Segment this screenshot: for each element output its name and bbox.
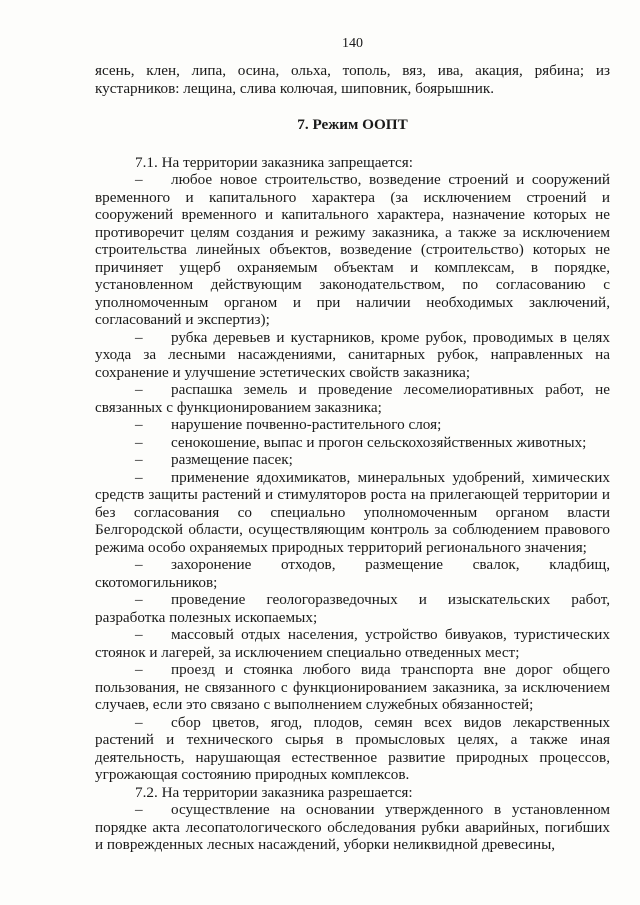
list-item bbox=[95, 329, 610, 382]
list-item-text: проезд и стоянка любого вида транспорта вне дорог общего пользования, не связанного с функционированием заказника, за исключением случаев, если это связано с выполнением служебных обязанностей; bbox=[95, 661, 610, 713]
list-item bbox=[95, 556, 610, 591]
list-item-text: применение ядохимикатов, минеральных удобрений, химических средств защиты растений и стимуляторов роста на прилегающей территории и без согласования со специально уполномоченным органом власти Белгородской области, осуществляющим контроль за соблюдением правового режима особо охраняемых природных территорий регионального значения; bbox=[95, 468, 610, 556]
clause-7-2-title: 7.2. На территории заказника разрешается: bbox=[135, 783, 413, 801]
list-item-text: осуществление на основании утвержденного в установленном порядке акта лесопатологического обследования рубки аварийных, погибших и поврежденных лесных насаждений, уборки неликвидной древесины, bbox=[95, 801, 610, 853]
list-item bbox=[95, 714, 610, 784]
list-item bbox=[95, 469, 610, 557]
dash-marker: – bbox=[135, 556, 143, 573]
list-item bbox=[95, 801, 610, 854]
list-item bbox=[95, 381, 610, 416]
dash-marker: – bbox=[135, 661, 143, 678]
intro-paragraph: ясень, клен, липа, осина, ольха, тополь, вяз, ива, акация, рябина; из кустарников: лещина, слива колючая, шиповник, боярышник. bbox=[95, 62, 610, 97]
dash-marker: – bbox=[135, 416, 143, 433]
dash-marker: – bbox=[135, 801, 143, 818]
page-number: 140 bbox=[342, 36, 363, 51]
list-item-text: любое новое строительство, возведение строений и сооружений временного и капитального характера (за исключением строений и сооружений временного и капитального характера, назначение которых не противоречит целям создания и режиму заказника, а также за исключением строительства линейных объектов, возведение (строительство) которых не причиняет ущерб охраняемым объектам и комплексам, в порядке, установленном действующим законодательством, по согласованию с уполномоченным органом и при наличии необходимых заключений, согласований и экспертиз); bbox=[95, 171, 610, 328]
clause-7-2-list bbox=[95, 801, 610, 854]
dash-marker: – bbox=[135, 381, 143, 398]
dash-marker: – bbox=[135, 451, 143, 468]
list-item bbox=[95, 626, 610, 661]
list-item-text: размещение пасек; bbox=[171, 451, 293, 468]
clause-7-1-list bbox=[95, 171, 610, 784]
list-item bbox=[95, 434, 610, 452]
clause-7-1-title: 7.1. На территории заказника запрещается: bbox=[135, 153, 413, 171]
dash-marker: – bbox=[135, 626, 143, 643]
list-item-text: сбор цветов, ягод, плодов, семян всех видов лекарственных растений и технического сырья в промысловых целях, а также иная деятельность, нарушающая естественное развитие природных процессов, угрожающая состоянию природных комплексов. bbox=[95, 713, 610, 783]
section-title: 7. Режим ООПТ bbox=[297, 116, 408, 133]
dash-marker: – bbox=[135, 328, 143, 346]
list-item-text: захоронение отходов, размещение свалок, кладбищ, скотомогильников; bbox=[95, 556, 610, 591]
list-item-text: распашка земель и проведение лесомелиоративных работ, не связанных с функционированием заказника; bbox=[95, 381, 610, 416]
list-item bbox=[95, 451, 610, 469]
dash-marker: – bbox=[135, 713, 143, 731]
list-item-text: массовый отдых населения, устройство бивуаков, туристических стоянок и лагерей, за исключением специально отведенных мест; bbox=[95, 626, 610, 661]
dash-marker: – bbox=[135, 591, 143, 608]
dash-marker: – bbox=[135, 433, 143, 451]
list-item-text: проведение геологоразведочных и изыскательских работ, разработка полезных ископаемых; bbox=[95, 591, 610, 626]
dash-marker: – bbox=[135, 171, 143, 188]
list-item bbox=[95, 171, 610, 329]
list-item-text: сенокошение, выпас и прогон сельскохозяйственных животных; bbox=[171, 433, 587, 451]
list-item-text: нарушение почвенно-растительного слоя; bbox=[171, 416, 442, 433]
list-item bbox=[95, 591, 610, 626]
dash-marker: – bbox=[135, 468, 143, 486]
list-item bbox=[95, 661, 610, 714]
list-item-text: рубка деревьев и кустарников, кроме рубок, проводимых в целях ухода за лесными насаждениями, санитарных рубок, направленных на сохранение и улучшение эстетических свойств заказника; bbox=[95, 328, 610, 381]
list-item bbox=[95, 416, 610, 434]
